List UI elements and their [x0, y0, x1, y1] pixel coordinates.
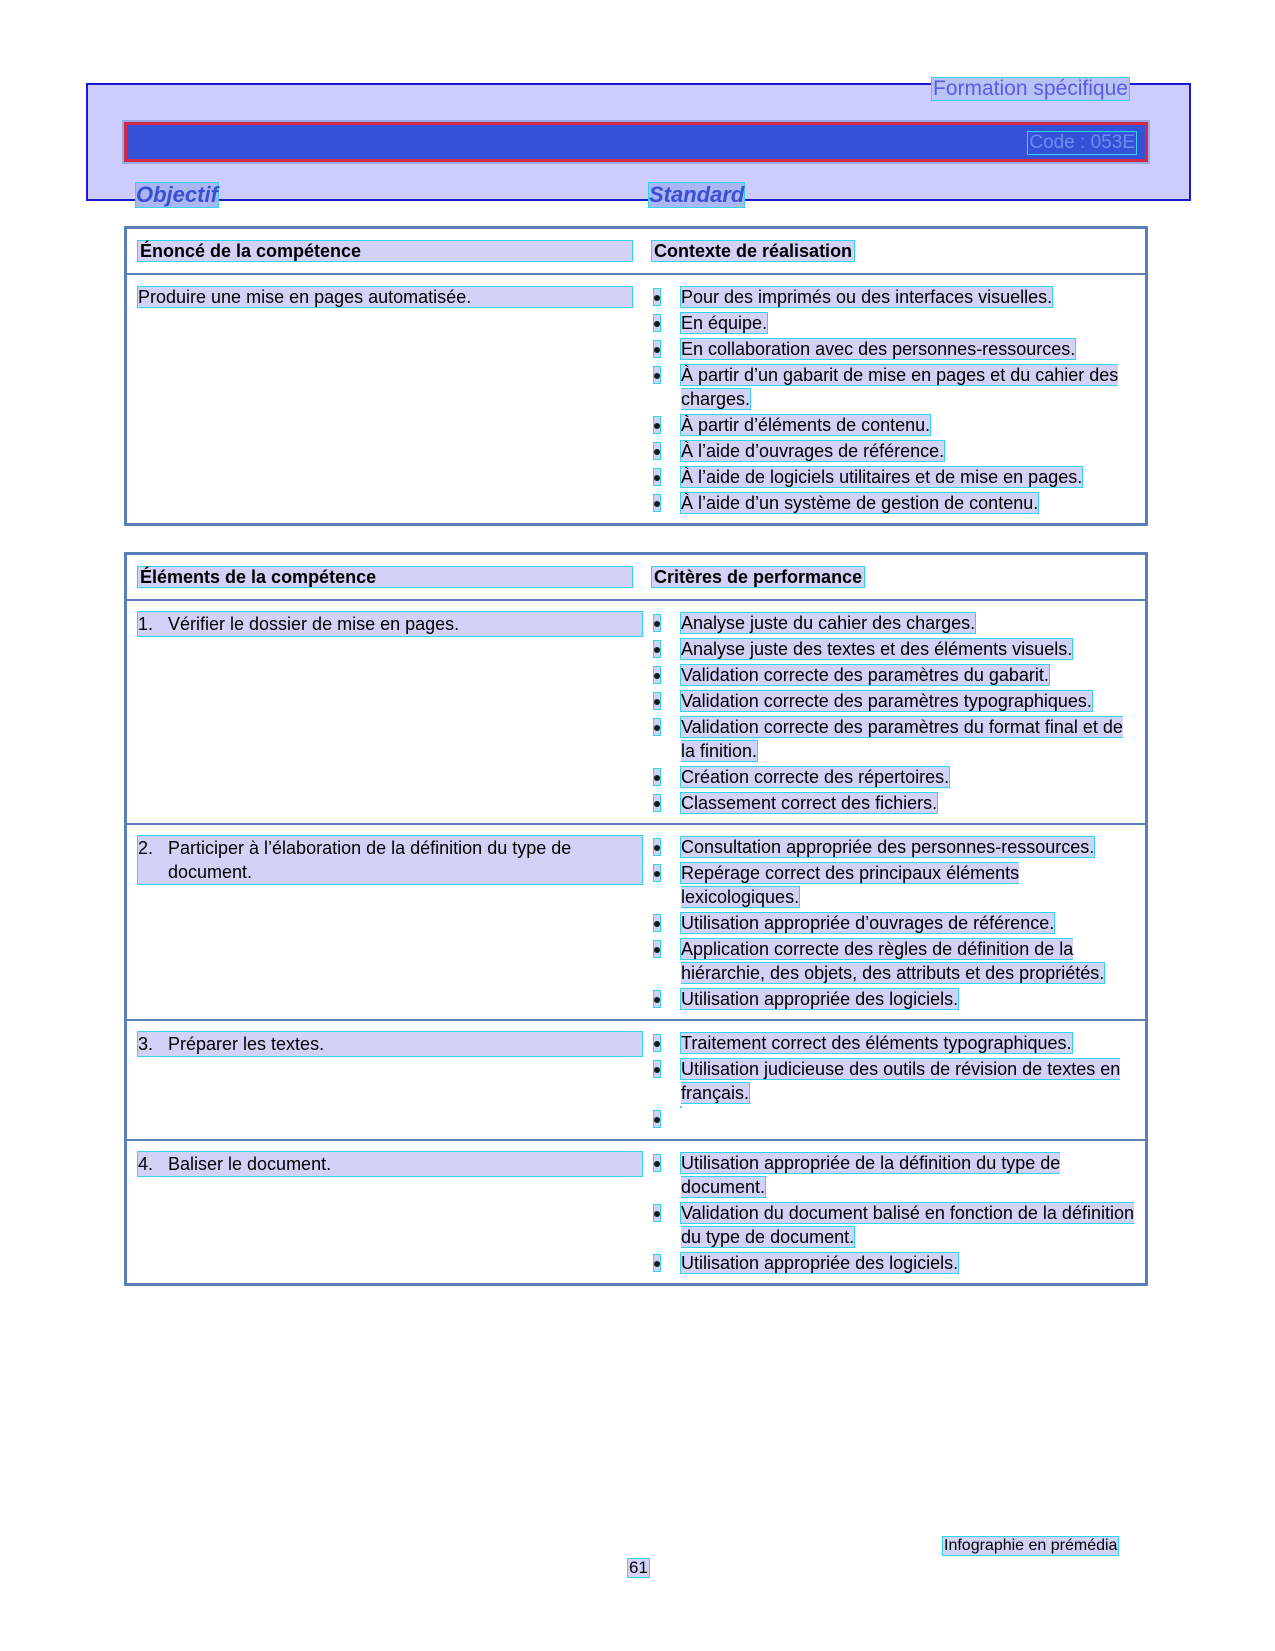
table-row: [126, 1020, 1147, 1140]
contexte-list: [651, 285, 1135, 515]
bullet-icon: [653, 692, 661, 710]
element-item: 3. Préparer les textes.: [137, 1031, 643, 1057]
bullet-icon: [653, 990, 661, 1008]
enonce-text: Produire une mise en pages automatisée.: [137, 286, 633, 308]
bullet-icon: [653, 1060, 661, 1078]
bullet-icon: [653, 416, 661, 434]
list-item: Création correcte des répertoires.: [651, 765, 1135, 789]
enonce-heading: Énoncé de la compétence: [137, 240, 633, 262]
code-bar: [124, 122, 1148, 162]
table-row: [126, 1140, 1147, 1285]
bullet-icon: [653, 1204, 661, 1222]
list-item: Validation correcte des paramètres du format final et de la finition.: [651, 715, 1135, 763]
bullet-icon: [653, 794, 661, 812]
criteres-list: [651, 1031, 1135, 1131]
bullet-icon: [653, 640, 661, 658]
list-item: À l’aide d’ouvrages de référence.: [651, 439, 1135, 463]
element-item: 2. Participer à l’élaboration de la définition du type de document.: [137, 835, 643, 885]
page-number: 61: [629, 1558, 648, 1577]
bullet-icon: [653, 768, 661, 786]
list-item: Application correcte des règles de définition de la hiérarchie, des objets, des attributs et des propriétés.: [651, 937, 1135, 985]
enonce-table: [124, 226, 1148, 526]
list-item: Consultation appropriée des personnes-ressources.: [651, 835, 1135, 859]
contexte-heading: Contexte de réalisation: [651, 240, 855, 262]
bullet-icon: [653, 340, 661, 358]
standard-heading: Standard: [649, 182, 745, 207]
bullet-icon: [653, 940, 661, 958]
list-item: Utilisation judicieuse des outils de révision de textes en français.: [651, 1057, 1135, 1105]
elements-table-header: [126, 554, 1147, 601]
bullet-icon: [653, 838, 661, 856]
bullet-icon: [653, 1034, 661, 1052]
criteres-heading: Critères de performance: [651, 566, 865, 588]
section-title: Formation spécifique: [933, 77, 1128, 100]
bullet-icon: [653, 442, 661, 460]
code-label: Code : 053E: [1029, 132, 1135, 153]
list-item: Traitement correct des éléments typographiques.: [651, 1031, 1135, 1055]
list-item: À l’aide de logiciels utilitaires et de mise en pages.: [651, 465, 1135, 489]
bullet-icon: [653, 914, 661, 932]
bullet-icon: [653, 314, 661, 332]
bullet-icon: [653, 468, 661, 486]
bullet-icon: [653, 1110, 661, 1128]
criteres-list: [651, 1151, 1135, 1275]
bullet-icon: [653, 1154, 661, 1172]
bullet-icon: [653, 864, 661, 882]
elements-heading: Éléments de la compétence: [137, 566, 633, 588]
criteres-list: [651, 611, 1135, 815]
bullet-icon: [653, 666, 661, 684]
bullet-icon: [653, 1254, 661, 1272]
enonce-table-header: [126, 228, 1147, 275]
table-row: [126, 824, 1147, 1020]
list-item: [651, 1107, 1135, 1131]
list-item: Analyse juste des textes et des éléments visuels.: [651, 637, 1135, 661]
list-item: Classement correct des fichiers.: [651, 791, 1135, 815]
list-item: Validation correcte des paramètres du gabarit.: [651, 663, 1135, 687]
list-item: À partir d’un gabarit de mise en pages et du cahier des charges.: [651, 363, 1135, 411]
list-item: Utilisation appropriée des logiciels.: [651, 987, 1135, 1011]
list-item: Repérage correct des principaux éléments lexicologiques.: [651, 861, 1135, 909]
list-item: En collaboration avec des personnes-ressources.: [651, 337, 1135, 361]
list-item: Utilisation appropriée d’ouvrages de référence.: [651, 911, 1135, 935]
list-item: Utilisation appropriée de la définition du type de document.: [651, 1151, 1135, 1199]
enonce-row: [126, 274, 1147, 525]
list-item: Pour des imprimés ou des interfaces visuelles.: [651, 285, 1135, 309]
list-item: En équipe.: [651, 311, 1135, 335]
table-row: [126, 600, 1147, 824]
element-item: 4. Baliser le document.: [137, 1151, 643, 1177]
list-item: À partir d’éléments de contenu.: [651, 413, 1135, 437]
list-item: Validation du document balisé en fonction de la définition du type de document.: [651, 1201, 1135, 1249]
elements-table: [124, 552, 1148, 1286]
list-item: Analyse juste du cahier des charges.: [651, 611, 1135, 635]
footer-program: Infographie en prémédia: [944, 1537, 1118, 1554]
bullet-icon: [653, 614, 661, 632]
criteres-list: [651, 835, 1135, 1011]
objectif-heading: Objectif: [136, 182, 218, 207]
bullet-icon: [653, 494, 661, 512]
list-item: Validation correcte des paramètres typographiques.: [651, 689, 1135, 713]
element-item: 1. Vérifier le dossier de mise en pages.: [137, 611, 643, 637]
bullet-icon: [653, 366, 661, 384]
bullet-icon: [653, 718, 661, 736]
bullet-icon: [653, 288, 661, 306]
list-item: À l’aide d’un système de gestion de contenu.: [651, 491, 1135, 515]
list-item: Utilisation appropriée des logiciels.: [651, 1251, 1135, 1275]
